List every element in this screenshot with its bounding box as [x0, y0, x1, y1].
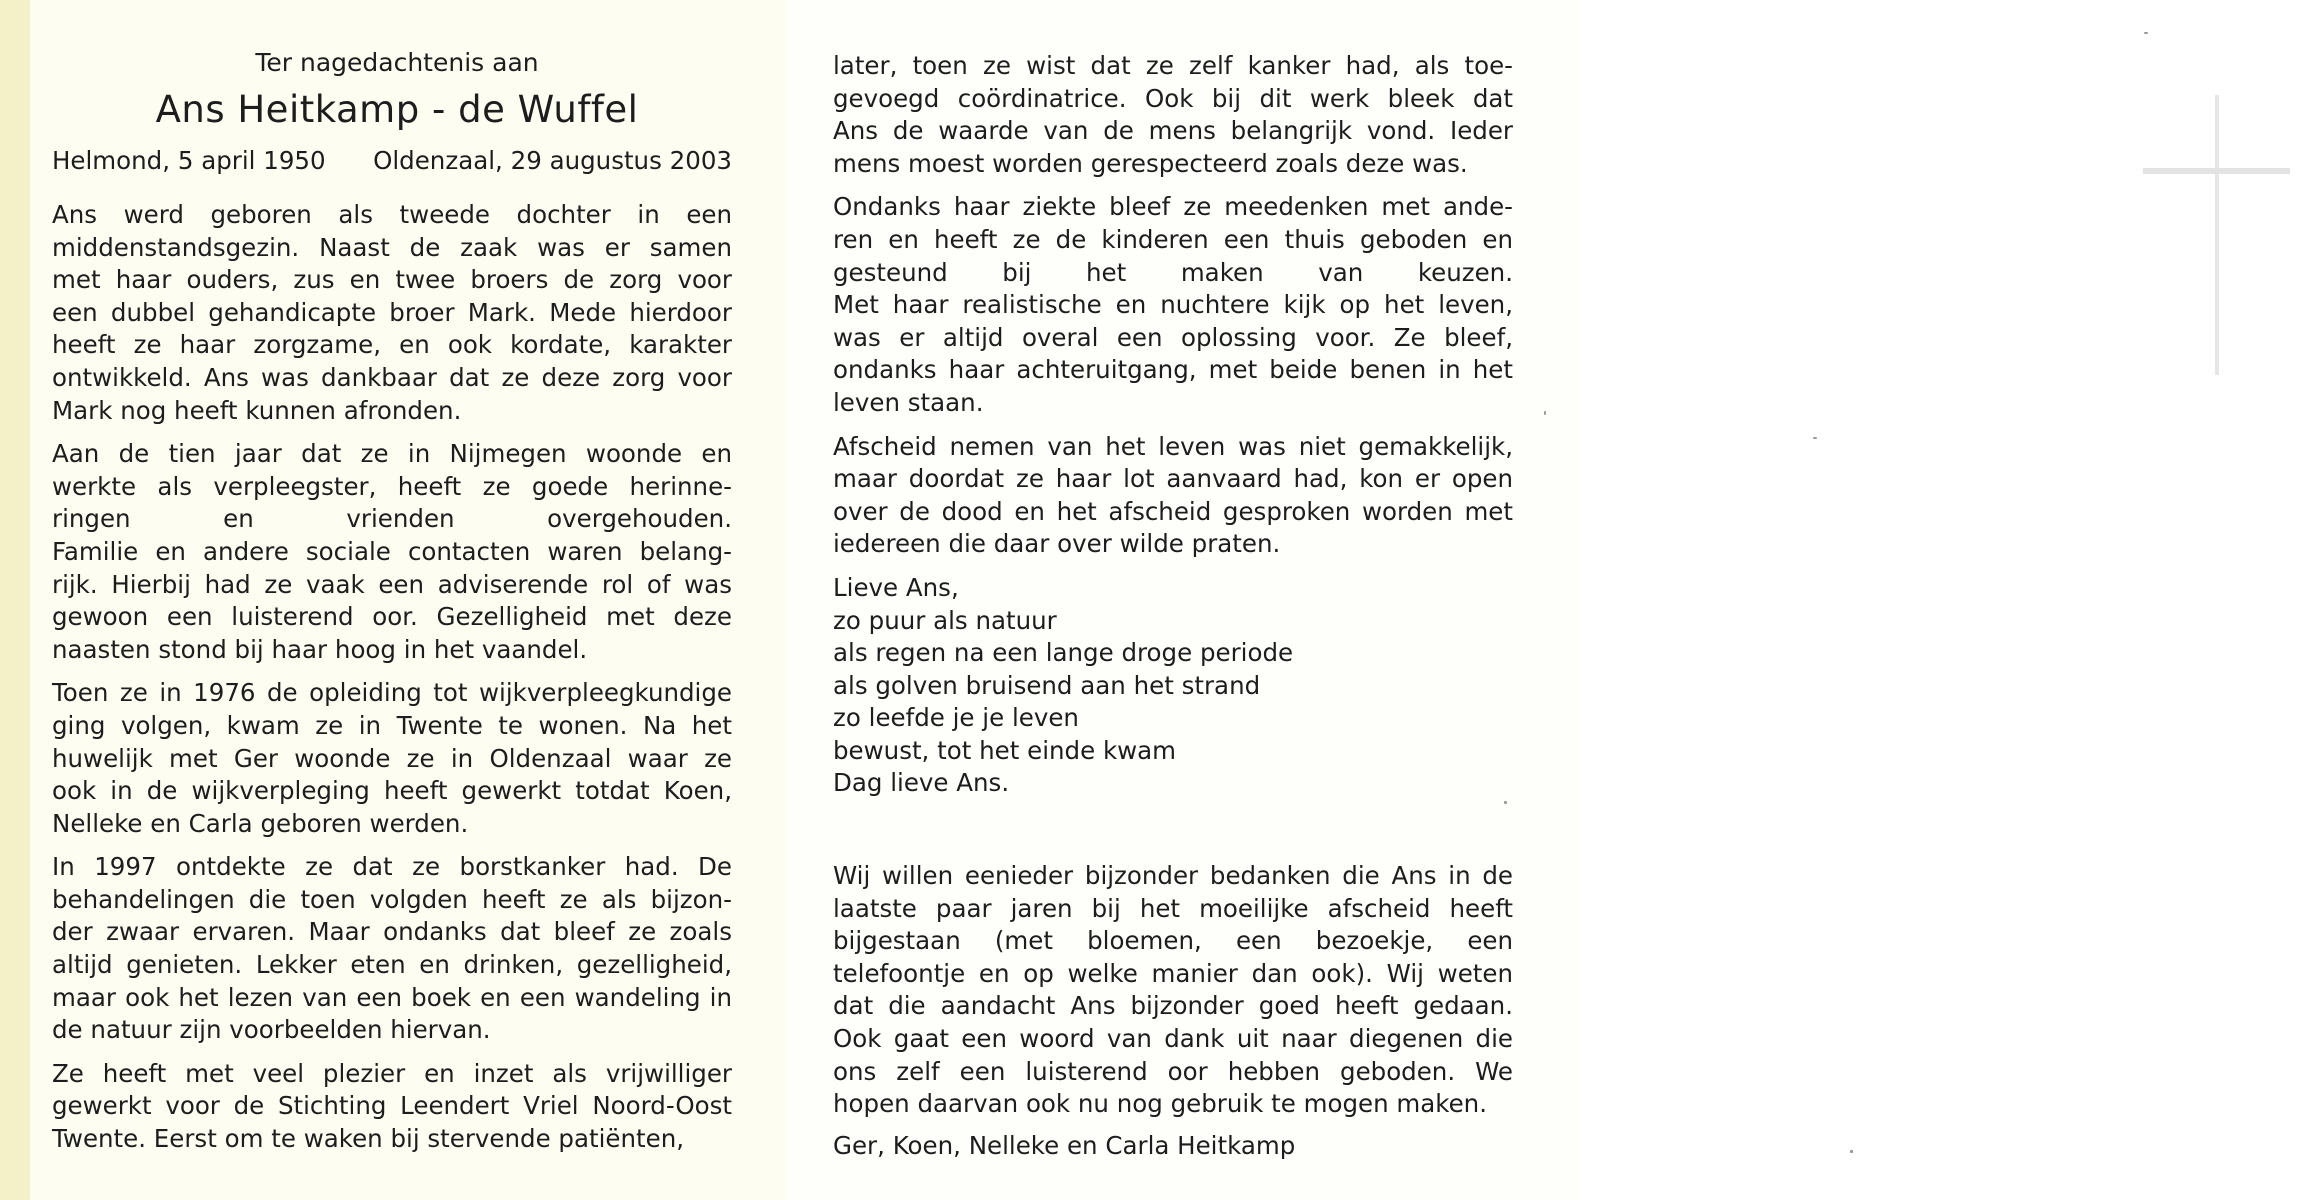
- text-line: met haar ouders, zus en twee broers de zorg voor: [52, 265, 732, 295]
- text-line: Ans werd geboren als tweede dochter in een: [52, 200, 732, 229]
- text-line: Ze heeft met veel plezier en inzet als vrijwilliger: [52, 1058, 732, 1088]
- paragraph: [833, 431, 1513, 561]
- text-line: de natuur zijn voorbeelden hiervan.: [52, 1015, 491, 1045]
- text-line: gevoegd coördinatrice. Ook bij dit werk bleek dat: [833, 83, 1513, 113]
- text-line: Familie en andere sociale contacten waren belang-: [52, 536, 732, 566]
- text-line: Twente. Eerst om te waken bij stervende patiënten,: [52, 1124, 685, 1154]
- text-line: Aan de tien jaar dat ze in Nijmegen woonde en: [52, 439, 732, 469]
- text-line: iedereen die daar over wilde praten.: [833, 529, 1281, 559]
- text-line: ons zelf een luisterend oor hebben geboden. We: [833, 1056, 1513, 1086]
- card-edge: [0, 0, 30, 1200]
- text-line: Ans de waarde van de mens belangrijk vond. Ieder: [833, 116, 1513, 146]
- text-line: was er altijd overal een oplossing voor. Ze bleef,: [833, 322, 1513, 352]
- life-dates: [52, 146, 732, 175]
- text-line: ontwikkeld. Ans was dankbaar dat ze deze zorg voor: [52, 362, 732, 392]
- poem-line: zo puur als natuur: [833, 605, 1057, 635]
- text-line: maar doordat ze haar lot aanvaard had, kon er open: [833, 464, 1513, 494]
- text-line: gesteund bij het maken van keuzen.: [833, 257, 1513, 287]
- family-signature: Ger, Koen, Nelleke en Carla Heitkamp: [833, 1131, 1296, 1160]
- cross-icon-horizontal: [2143, 168, 2290, 174]
- paragraph: [52, 199, 732, 427]
- text-line: Afscheid nemen van het leven was niet gemakkelijk,: [833, 431, 1513, 461]
- scan-speck: [1850, 1150, 1853, 1153]
- thanks-paragraph: [833, 860, 1513, 1121]
- text-line: naasten stond bij haar hoog in het vaandel.: [52, 634, 588, 664]
- poem-line: als regen na een lange droge periode: [833, 638, 1294, 668]
- text-line: laatste paar jaren bij het moeilijke afscheid heeft: [833, 893, 1513, 923]
- text-line: maar ook het lezen van een boek en een wandeling in: [52, 982, 732, 1012]
- text-line: huwelijk met Ger woonde ze in Oldenzaal waar ze: [52, 743, 732, 773]
- text-line: Ook gaat een woord van dank uit naar diegenen die: [833, 1023, 1513, 1053]
- paragraph: [52, 438, 732, 666]
- poem-line: Lieve Ans,: [833, 572, 959, 602]
- text-line: ook in de wijkverpleging heeft gewerkt totdat Koen,: [52, 776, 732, 806]
- text-line: mens moest worden gerespecteerd zoals deze was.: [833, 148, 1468, 178]
- text-line: Ondanks haar ziekte bleef ze meedenken met ande-: [833, 192, 1513, 222]
- scan-speck: [2144, 32, 2148, 34]
- text-line: behandelingen die toen volgden heeft ze als bijzon-: [52, 884, 732, 914]
- text-line: ringen en vrienden overgehouden.: [52, 504, 732, 534]
- text-line: over de dood en het afscheid gesproken worden met: [833, 496, 1513, 526]
- right-page: [1580, 0, 2316, 1200]
- memorial-heading: Ter nagedachtenis aan: [255, 48, 539, 77]
- text-line: Mark nog heeft kunnen afronden.: [52, 395, 462, 425]
- text-line: een dubbel gehandicapte broer Mark. Mede hierdoor: [52, 297, 732, 327]
- text-line: gewerkt voor de Stichting Leendert Vriel Noord-Oost: [52, 1091, 732, 1121]
- left-column-text: [52, 199, 732, 1167]
- scan-speck: [1813, 437, 1817, 439]
- text-line: der zwaar ervaren. Maar ondanks dat bleef ze zoals: [52, 917, 732, 947]
- death-date: Oldenzaal, 29 augustus 2003: [373, 146, 732, 175]
- text-line: gewoon een luisterend oor. Gezelligheid met deze: [52, 602, 732, 632]
- paragraph: [52, 1058, 732, 1156]
- text-line: telefoontje en op welke manier dan ook). Wij weten: [833, 958, 1513, 988]
- text-line: dat die aandacht Ans bijzonder goed heeft gedaan.: [833, 991, 1513, 1021]
- text-line: rijk. Hierbij had ze vaak een adviserende rol of was: [52, 569, 732, 599]
- text-line: Met haar realistische en nuchtere kijk op het leven,: [833, 290, 1513, 320]
- poem: [833, 572, 1513, 800]
- text-line: bijgestaan (met bloemen, een bezoekje, een: [833, 926, 1513, 956]
- text-line: Wij willen eenieder bijzonder bedanken die Ans in de: [833, 861, 1513, 890]
- text-line: werkte als verpleegster, heeft ze goede herinne-: [52, 471, 732, 501]
- poem-line: als golven bruisend aan het strand: [833, 670, 1261, 700]
- text-line: later, toen ze wist dat ze zelf kanker had, als toe-: [833, 51, 1513, 80]
- text-line: ondanks haar achteruitgang, met beide benen in het: [833, 355, 1513, 385]
- poem-line: bewust, tot het einde kwam: [833, 735, 1177, 765]
- paragraph: [52, 677, 732, 840]
- text-line: In 1997 ontdekte ze dat ze borstkanker had. De: [52, 852, 732, 882]
- text-line: altijd genieten. Lekker eten en drinken, gezelligheid,: [52, 950, 732, 980]
- text-line: middenstandsgezin. Naast de zaak was er samen: [52, 232, 732, 262]
- text-line: leven staan.: [833, 387, 984, 417]
- text-line: Toen ze in 1976 de opleiding tot wijkverpleegkundige: [52, 678, 732, 708]
- cross-icon-vertical: [2215, 95, 2219, 375]
- text-line: ging volgen, kwam ze in Twente te wonen. Na het: [52, 710, 732, 740]
- text-line: heeft ze haar zorgzame, en ook kordate, karakter: [52, 330, 732, 360]
- poem-line: Dag lieve Ans.: [833, 768, 1010, 798]
- paragraph: [52, 851, 732, 1047]
- deceased-name: Ans Heitkamp - de Wuffel: [155, 88, 639, 131]
- poem-line: zo leefde je je leven: [833, 703, 1079, 733]
- paragraph: [833, 50, 1513, 180]
- paragraph: [833, 191, 1513, 419]
- text-line: ren en heeft ze de kinderen een thuis geboden en: [833, 224, 1513, 254]
- scan-speck: [1544, 411, 1546, 415]
- middle-column-text: [833, 50, 1513, 811]
- birth-date: Helmond, 5 april 1950: [52, 146, 326, 175]
- text-line: Nelleke en Carla geboren werden.: [52, 808, 469, 838]
- text-line: hopen daarvan ook nu nog gebruik te mogen maken.: [833, 1089, 1487, 1119]
